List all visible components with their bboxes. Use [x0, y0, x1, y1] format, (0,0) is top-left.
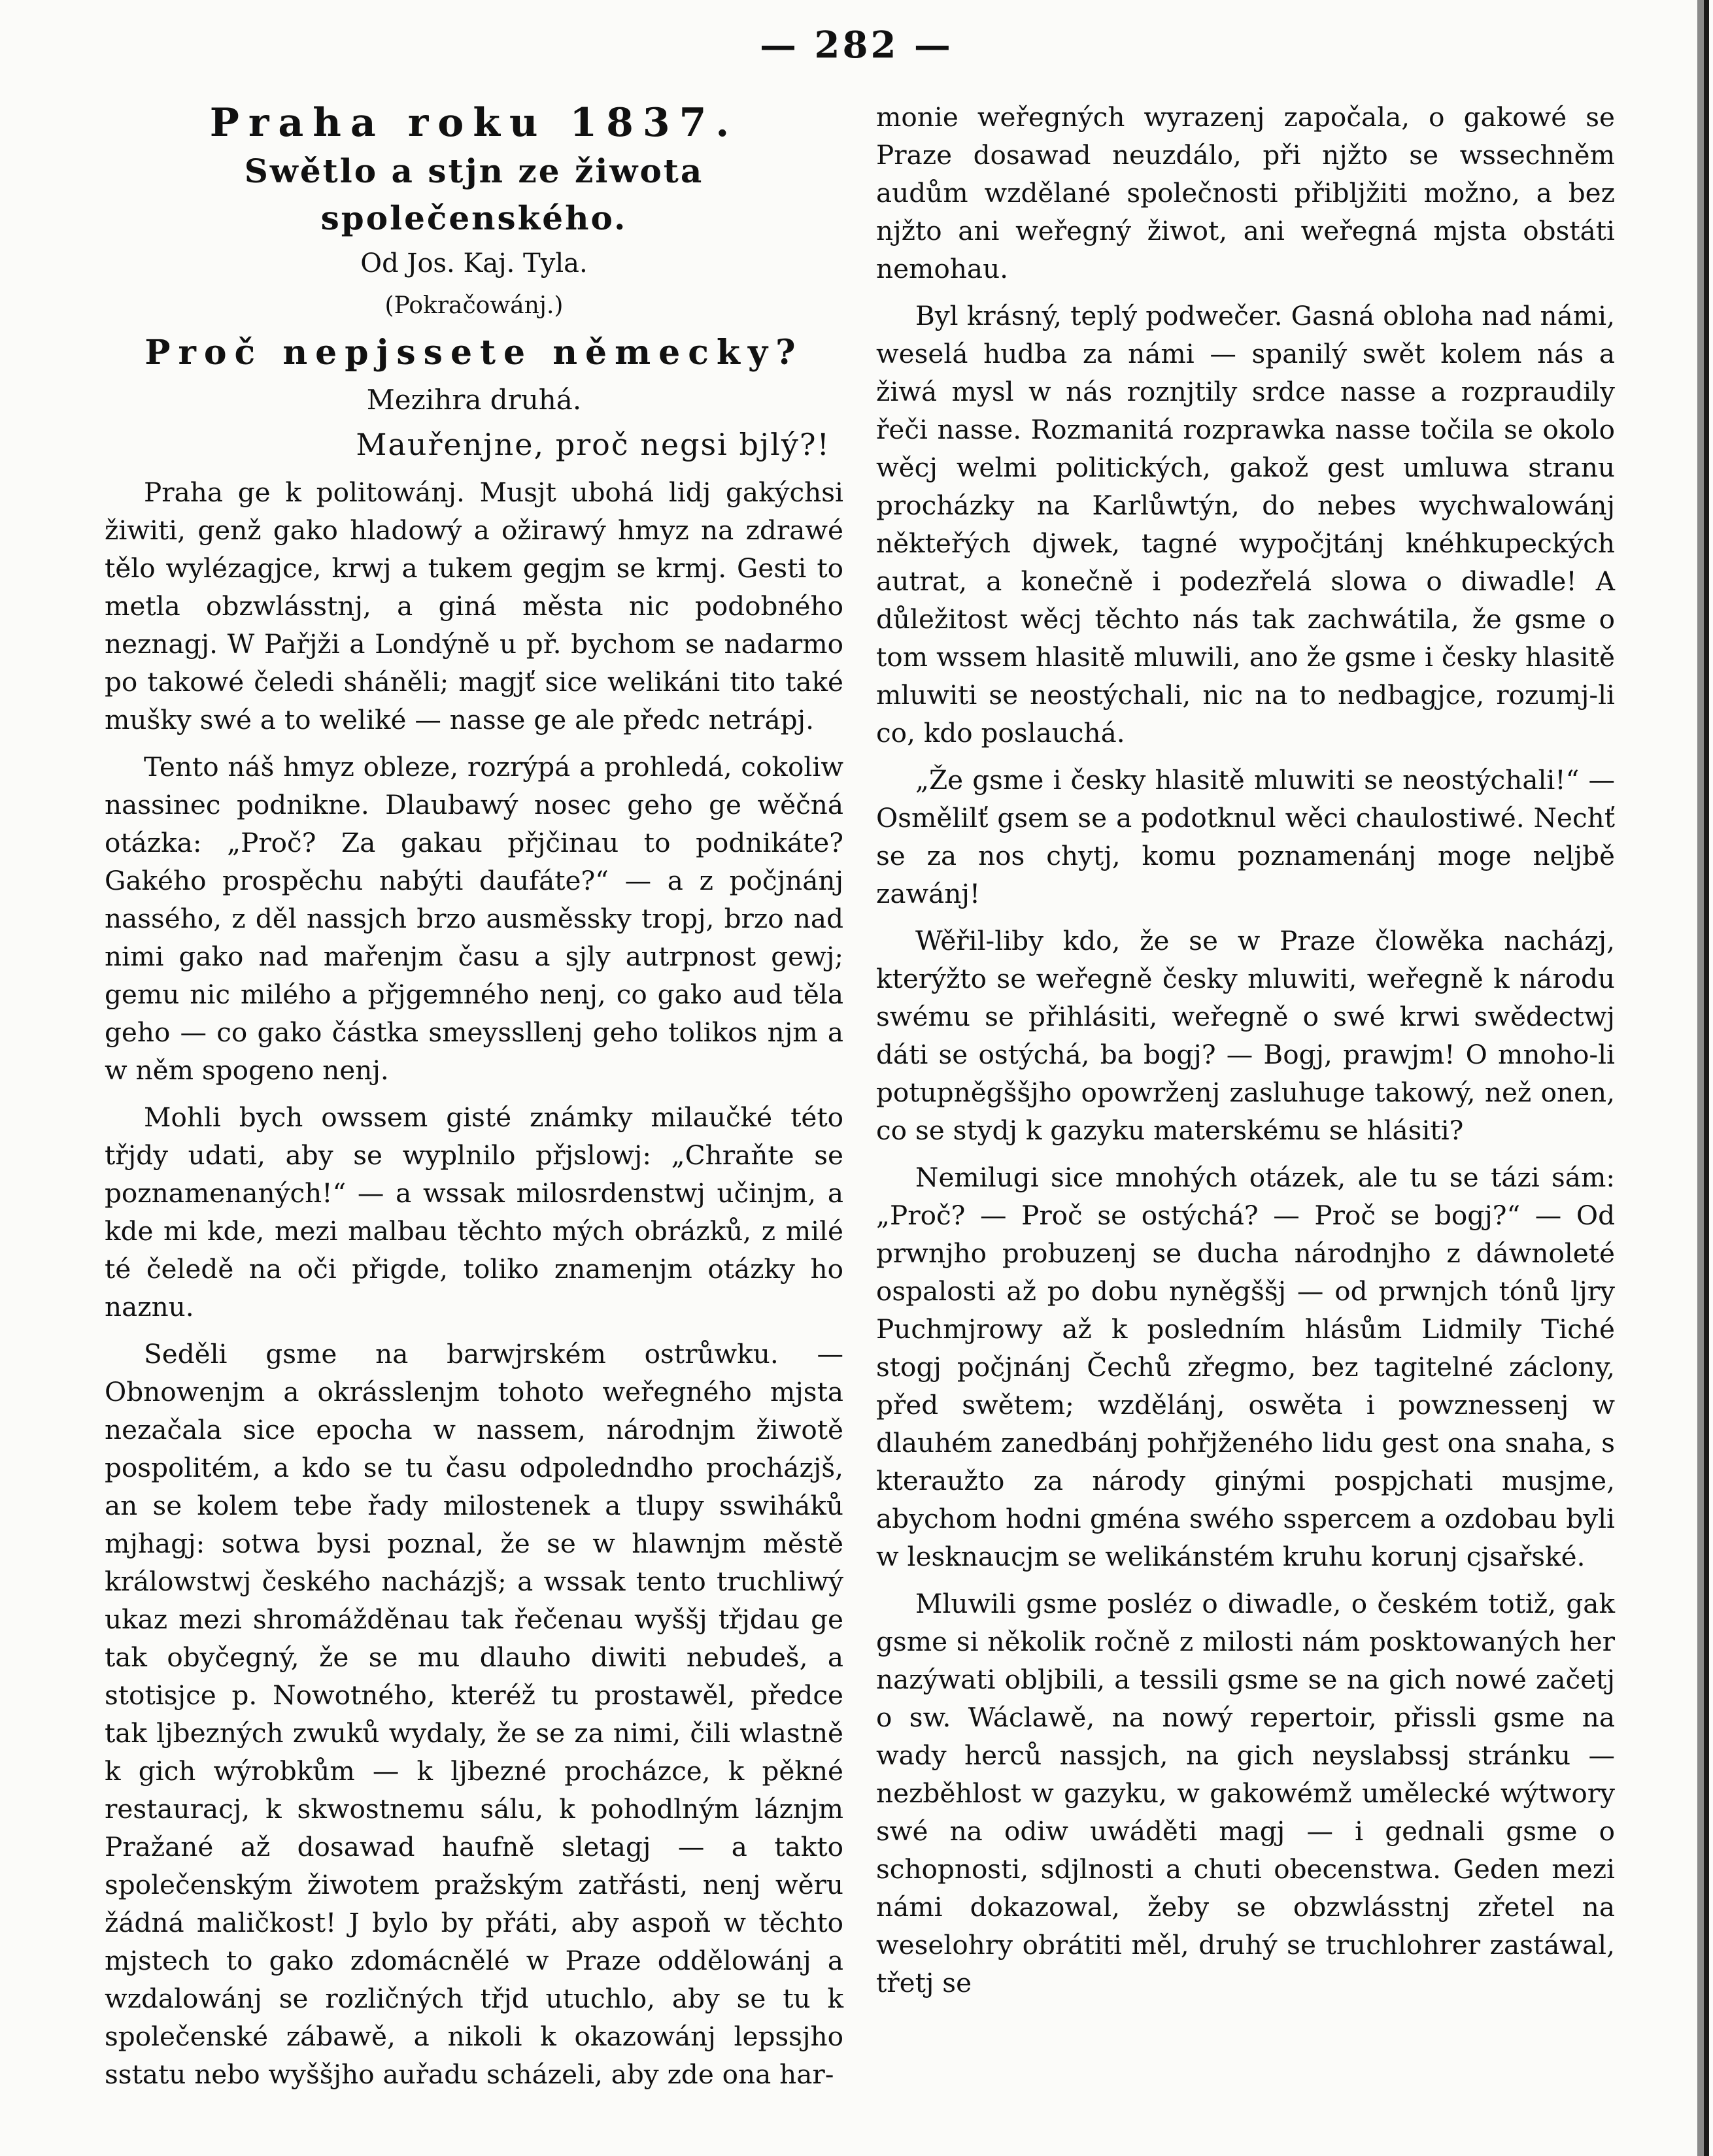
paragraph: Byl krásný, teplý podwečer. Gasná obloha nad námi, weselá hudba za námi — spanilý swět kolem nás a žiwá mysl w nás roznjtily srdce nasse a rozpraudily řeči nasse. Rozmanitá rozprawka nasse točila se okolo wěcj welmi politických, gakož gest umluwa stranu procházky na Karlůwtýn, do nebes wychwalowánj někteřých djwek, tagné wypočjtánj knéhkupeckých autrat, a konečně i podezřelá slowa o diwadle! A důležitost wěcj těchto nás tak zachwátila, že gsme o tom wssem hlasitě mluwili, ano že gsme i česky hlasitě mluwiti se neostýchali, nic na to nedbagjce, rozumj-li co, kdo poslauchá.	[876, 300, 1615, 749]
paragraph: Mluwili gsme posléz o diwadle, o českém totiž, gak gsme si několik ročně z milosti nám posktowaných her nazýwati obljbili, a tessili gsme se na gich nowé začetj o sw. Wáclawě, na nowý repertoir, přissli gsme na wady herců nassjch, na gich neyslabssj stránku — nezběhlost w gazyku, w gakowémž umělecké wýtwory swé na odiw uwáděti magj — i gednali gsme o schopnosti, sdjlnosti a chuti obecenstwa. Geden mezi námi dokazowal, žeby se obzwlásstnj zřetel na weselohry obrátiti měl, druhý se truchlohrer zastáwal, třetj se	[876, 1588, 1615, 1998]
page-number: — 282 —	[760, 24, 953, 67]
paragraph: Nemilugi sice mnohých otázek, ale tu se tázi sám: „Proč? — Proč se ostýchá? — Proč se bogj?“ — Od prwnjho probuzenj se ducha národnjho z dáwnoleté ospalosti až po dobu nyněgššj — od prwnjch tónů ljry Puchmjrowy až k posledním hlásům Lidmily Tiché stogj počjnánj Čechů zřegmo, bez tagitelné záclony, před swětem; wzdělánj, oswěta i powznessenj w dlauhém zanedbánj pohřjženého lidu gest ona snaha, s kteraužto za národy ginými pospjchati musjme, abychom hodni gména swého sspercem a ozdobau byli w lesknaucjm se welikánstém kruhu korunj cjsařské.	[876, 1162, 1615, 1572]
paragraph: Praha ge k politowánj. Musjt ubohá lidj gakýchsi žiwiti, genž gako hladowý a ožirawý hmyz na zdrawé tělo wylézagjce, krwj a tukem gegjm se krmj. Gesti to metla obzwlásstnj, a giná města nic podobného neznagj. W Pařjži a Londýně u př. bychom se nadarmo po takowé čeledi sháněli; magjť sice welikáni tito také mušky swé a to weliké — nasse ge ale předc netrápj.	[105, 477, 843, 735]
right-column	[876, 98, 1615, 2011]
intermezzo-heading: Mezihra druhá.	[366, 384, 582, 416]
article-subtitle: Swětlo a stjn ze žiwota společenského.	[244, 152, 704, 237]
left-column	[105, 98, 843, 2102]
paragraph: „Že gsme i česky hlasitě mluwiti se neostýchali!“ — Osmělilť gsem se a podotknul wěci chaulostiwé. Nechť se za nos chytj, komu poznamenánj moge neljbě zawánj!	[876, 764, 1615, 909]
section-question: Proč nepjssete německy?	[144, 333, 804, 373]
motto: Mauřenjne, proč negsi bjlý?!	[356, 427, 830, 462]
page-edge-shadow	[1697, 0, 1704, 2156]
paragraph: Seděli gsme na barwjrském ostrůwku. — Obnowenjm a okrásslenjm tohoto weřegného mjsta nezačala sice epocha w nassem, národnjm žiwotě pospolitém, a kdo se tu času odpoledndho procházjš, an se kolem tebe řady milostenek a tlupy sswiháků mjhagj: sotwa bysi poznal, že se w hlawnjm městě králowstwj českého nacházjš; a wssak tento truchliwý ukaz mezi shromážděnau tak řečenau wyššj třjdau ge tak obyčegný, že se mu dlauho diwiti nebudeš, a stotisjce p. Nowotného, kteréž tu prostawěl, předce tak ljbezných zwuků wydaly, že se za nimi, čili wlastně k gich wýrobkům — k ljbezné procházce, k pěkné restauracj, k skwostnemu sálu, k pohodlným láznjm Pražané až dosawad haufně sletagj — a takto společenským žiwotem pražským zatřásti, nenj wěru žádná maličkost! J bylo by přáti, aby aspoň w těchto mjstech to gako zdomácnělé w Praze oddělowánj a wzdalowánj se rozličných třjd utuchlo, aby se tu k společenské zábawě, a nikoli k okazowánj lepssjho sstatu nebo wyššjho auřadu scházeli, aby zde ona har-	[105, 1338, 843, 2090]
paragraph: Tento náš hmyz obleze, rozrýpá a prohledá, cokoliw nassinec podnikne. Dlaubawý nosec geho ge wěčná otázka: „Proč? Za gakau přjčinau to podnikáte? Gakého prospěchu nabýti daufáte?“ — a z počjnánj nassého, z děl nassjch brzo ausměssky tropj, brzo nad nimi gako nad mařenjm času a sjly autrpnost gewj; gemu nic milého a přjgemného nenj, co gako aud těla geho — co gako částka smeyssllenj geho tolikos njm a w něm spogeno nenj.	[105, 751, 843, 1086]
page-edge	[1704, 0, 1709, 2156]
continued-note: (Pokračowánj.)	[384, 292, 564, 319]
paragraph: Wěřil-liby kdo, že se w Praze člowěka nacházj, kterýžto se weřegně česky mluwiti, weřegně k národu swému se přihlásiti, weřegně o swé krwi swědectwj dáti se ostýchá, ba bogj? — Bogj, prawjm! O mnoho-li potupněgššjho opowrženj zasluhuge takowý, než onen, co se stydj k gazyku materskému se hlásiti?	[876, 925, 1615, 1146]
paragraph: monie weřegných wyrazenj započala, o gakowé se Praze dosawad neuzdálo, při njžto se wssechněm audům wzdělané společnosti přibljžiti možno, a bez njžto ani weřegný žiwot, ani weřegná mjsta obstáti nemohau.	[876, 101, 1615, 284]
article-title: Praha roku 1837.	[209, 100, 739, 146]
article-author: Od Jos. Kaj. Tyla.	[360, 248, 588, 278]
paragraph: Mohli bych owssem gisté známky milaučké této třjdy udati, aby se wyplnilo přjslowj: „Chraňte se poznamenaných!“ — a wssak milosrdenstwj učinjm, a kde mi kde, mezi malbau těchto mých obrázků, z milé té čeledě na oči přigde, toliko znamenjm otázky ho naznu.	[105, 1102, 843, 1322]
